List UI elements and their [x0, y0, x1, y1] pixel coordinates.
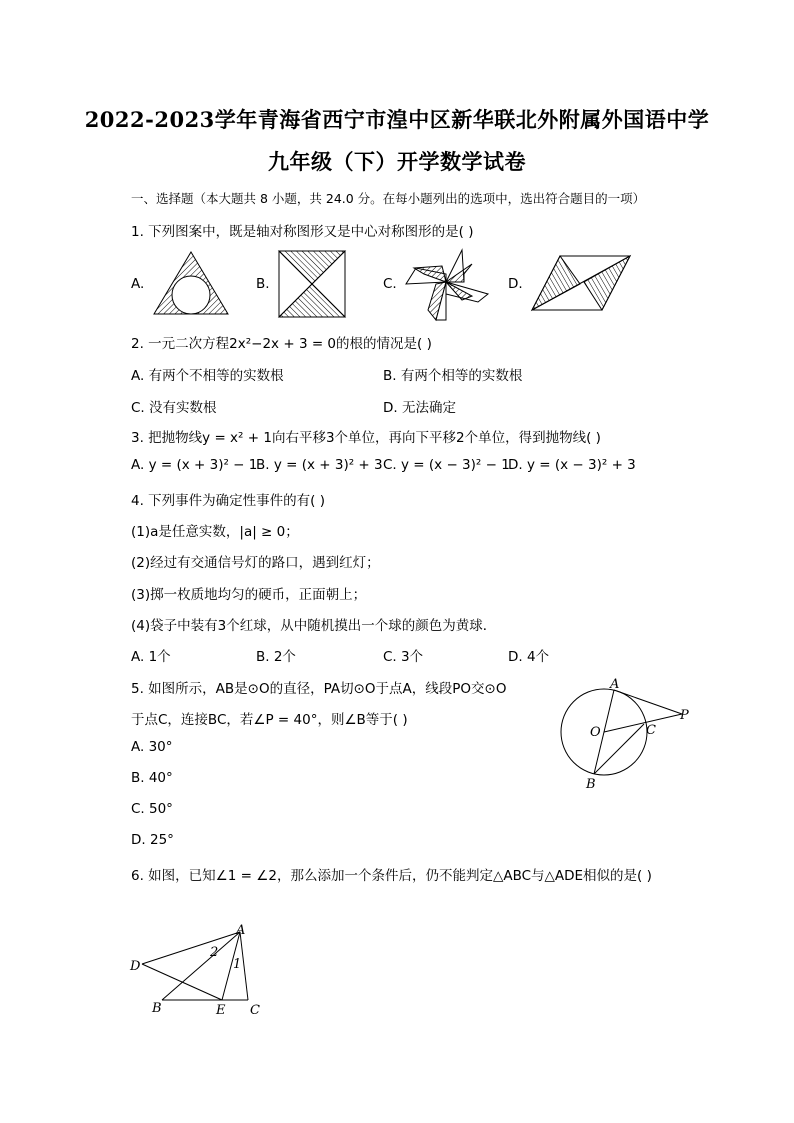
q5-stem-line-2: 于点C，连接BC，若∠P = 40°，则∠B等于( ) [131, 712, 408, 728]
q4-stem: 4. 下列事件为确定性事件的有( ) [131, 493, 325, 509]
q5-option-b: B. 40° [131, 770, 173, 786]
q5-figure [556, 674, 700, 794]
q3-option-c: C. y = (x − 3)² − 1 [383, 457, 510, 473]
q4-option-a: A. 1个 [131, 649, 171, 665]
q2-stem: 2. 一元二次方程2x²−2x + 3 = 0的根的情况是( ) [131, 336, 432, 352]
title-line-1: 2022-2023学年青海省西宁市湟中区新华联北外附属外国语中学 [84, 107, 710, 132]
q4-option-c: C. 3个 [383, 649, 424, 665]
q5-label-p: P [680, 708, 689, 723]
q1-option-b: B. [256, 276, 270, 292]
q2-option-d: D. 无法确定 [383, 400, 456, 416]
q5-label-o: O [590, 725, 601, 740]
q6-label-a: A [236, 923, 246, 938]
q5-option-a: A. 30° [131, 739, 173, 755]
q5-option-d: D. 25° [131, 832, 174, 848]
q6-label-b: B [152, 1001, 162, 1016]
q5-label-c: C [646, 723, 656, 738]
q2-option-b: B. 有两个相等的实数根 [383, 368, 523, 384]
q4-item-1: (1)a是任意实数，|a| ≥ 0； [131, 524, 299, 540]
q1-option-c: C. [383, 276, 397, 292]
q6-label-c: C [250, 1003, 260, 1018]
q1-figure-d [530, 252, 634, 314]
q1-figure-b [276, 248, 348, 320]
q2-option-a: A. 有两个不相等的实数根 [131, 368, 284, 384]
q1-figure-a [150, 248, 232, 318]
title-line-2: 九年级（下）开学数学试卷 [268, 149, 526, 174]
section-heading: 一、选择题（本大题共 8 小题，共 24.0 分。在每小题列出的选项中，选出符合题目的一项） [131, 191, 646, 206]
q3-option-b: B. y = (x + 3)² + 3 [256, 457, 383, 473]
q1-stem: 1. 下列图案中，既是轴对称图形又是中心对称图形的是( ) [131, 224, 474, 240]
q6-figure [126, 922, 276, 1020]
q5-option-c: C. 50° [131, 801, 173, 817]
q1-option-a: A. [131, 276, 145, 292]
q6-stem: 6. 如图，已知∠1 = ∠2，那么添加一个条件后，仍不能判定△ABC与△ADE相似的是( ) [131, 868, 652, 884]
q1-option-d: D. [508, 276, 523, 292]
q6-label-d: D [130, 959, 141, 974]
q6-label-angle-2: 2 [210, 945, 219, 960]
q1-figure-c [402, 244, 494, 324]
q4-item-3: (3)掷一枚质地均匀的硬币，正面朝上； [131, 587, 367, 603]
q3-stem: 3. 把抛物线y = x² + 1向右平移3个单位，再向下平移2个单位，得到抛物线( ) [131, 430, 601, 446]
q4-item-4: (4)袋子中装有3个红球，从中随机摸出一个球的颜色为黄球． [131, 618, 497, 634]
q6-label-angle-1: 1 [233, 957, 242, 972]
q5-stem-line-1: 5. 如图所示，AB是⊙O的直径，PA切⊙O于点A，线段PO交⊙O [131, 681, 507, 697]
q3-option-a: A. y = (x + 3)² − 1 [131, 457, 258, 473]
q4-option-d: D. 4个 [508, 649, 550, 665]
q4-option-b: B. 2个 [256, 649, 296, 665]
q3-option-d: D. y = (x − 3)² + 3 [508, 457, 636, 473]
q5-label-a: A [610, 677, 620, 692]
q2-option-c: C. 没有实数根 [131, 400, 217, 416]
q4-item-2: (2)经过有交通信号灯的路口，遇到红灯； [131, 555, 380, 571]
q5-label-b: B [586, 777, 596, 792]
q6-label-e: E [216, 1003, 226, 1018]
